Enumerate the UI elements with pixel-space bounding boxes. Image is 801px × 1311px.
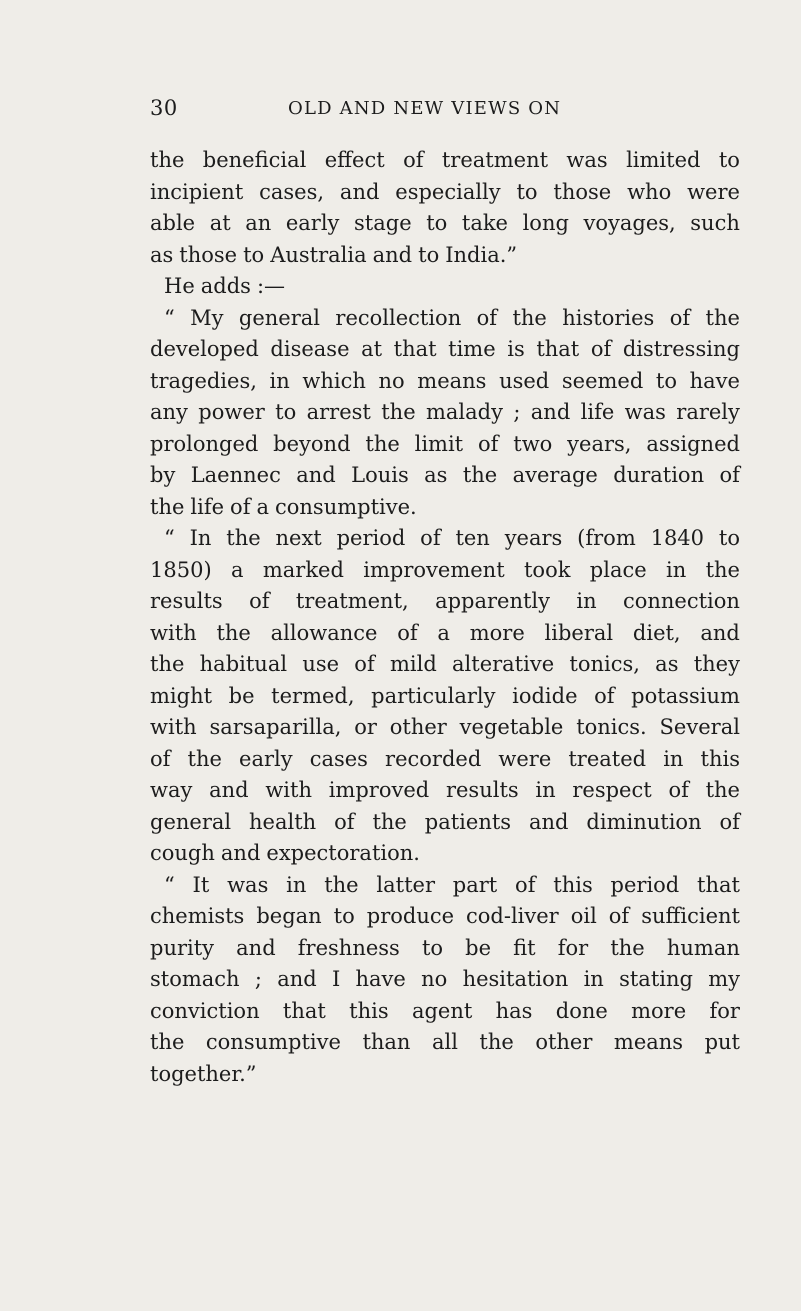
text-line: the habitual use of mild alterative tonics, as they [150, 652, 740, 676]
page-number: 30 [150, 96, 178, 120]
running-title: OLD AND NEW VIEWS ON [288, 98, 562, 119]
text-line: the beneficial effect of treatment was limited to [150, 148, 740, 172]
text-line: able at an early stage to take long voyages, such [150, 211, 740, 235]
text-line: prolonged beyond the limit of two years, assigned [150, 431, 740, 456]
text-line: “ My general recollection of the histories of the [164, 305, 740, 330]
text-line: incipient cases, and especially to those who were [150, 179, 740, 204]
text-line: tragedies, in which no means used seemed to have [150, 368, 740, 393]
text-line: of the early cases recorded were treated in this [150, 746, 740, 771]
text-line: with sarsaparilla, or other vegetable tonics. Several [150, 715, 740, 739]
body-text [150, 145, 740, 1090]
text-line: might be termed, particularly iodide of potassium [150, 683, 740, 708]
text-line: as those to Australia and to India.” [150, 242, 518, 267]
text-line: “ In the next period of ten years (from 1840 to [164, 526, 740, 550]
text-line: the consumptive than all the other means put [150, 1030, 740, 1054]
text-line: general health of the patients and diminution of [150, 809, 740, 834]
text-line: stomach ; and I have no hesitation in stating my [150, 967, 740, 991]
text-line: purity and freshness to be fit for the human [150, 935, 740, 960]
text-line: cough and expectoration. [150, 841, 420, 865]
text-line: results of treatment, apparently in connection [150, 589, 740, 613]
text-line: chemists began to produce cod-liver oil of sufficient [150, 904, 740, 928]
running-head [150, 96, 741, 126]
text-line: He adds :— [164, 274, 286, 298]
text-line: any power to arrest the malady ; and life was rarely [150, 400, 740, 424]
text-line: conviction that this agent has done more for [150, 998, 740, 1023]
text-line: together.” [150, 1061, 257, 1086]
text-line: 1850) a marked improvement took place in the [150, 557, 740, 582]
text-line: developed disease at that time is that of distressing [150, 337, 740, 361]
text-line: by Laennec and Louis as the average duration of [150, 463, 740, 487]
text-line: way and with improved results in respect of the [150, 778, 740, 802]
text-line: with the allowance of a more liberal diet, and [150, 620, 740, 645]
text-line: “ It was in the latter part of this period that [164, 872, 740, 897]
text-line: the life of a consumptive. [150, 494, 417, 519]
